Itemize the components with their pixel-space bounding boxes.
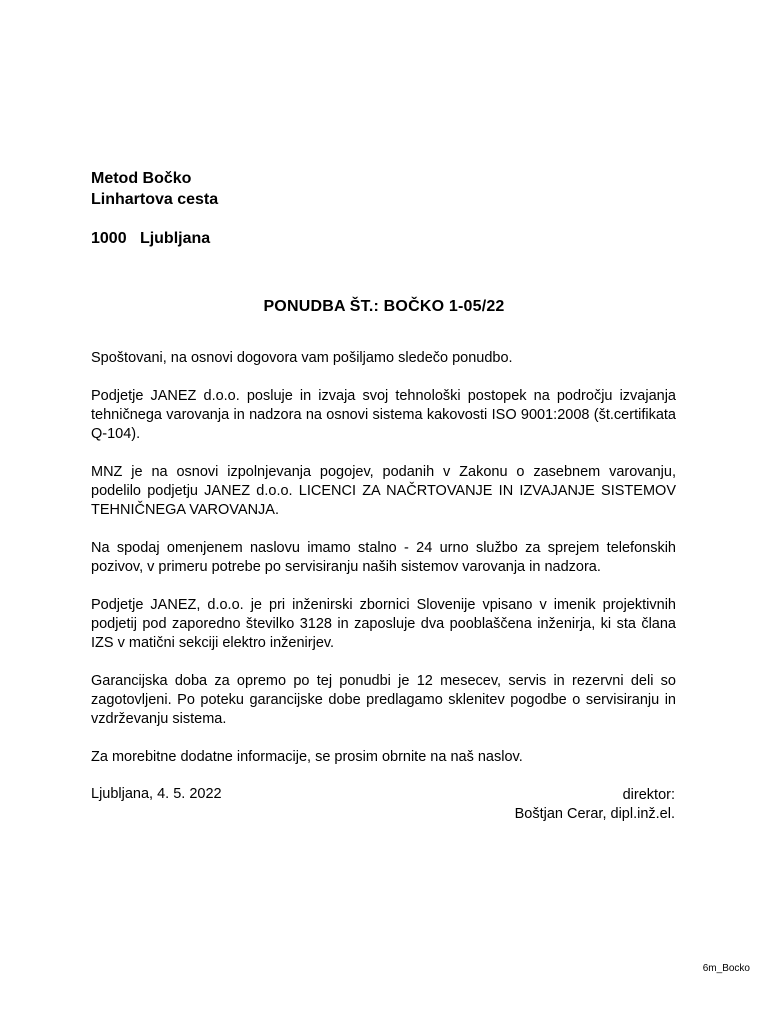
paragraph-greeting: Spoštovani, na osnovi dogovora vam pošiljamo sledečo ponudbo. — [91, 350, 513, 366]
signature-name: Boštjan Cerar, dipl.inž.el. — [514, 806, 675, 822]
paragraph-mnz-license: MNZ je na osnovi izpolnjevanja pogojev, podanih v Zakonu o zasebnem varovanju, podelilo podjetju JANEZ d.o.o. LICENCI ZA NAČRTOVANJE IN IZVAJANJE SISTEMOV TEHNIČNEGA VAROVANJA. — [91, 464, 676, 518]
place-date: Ljubljana, 4. 5. 2022 — [91, 786, 222, 802]
letter-body — [91, 349, 676, 786]
signature-role: direktor: — [622, 787, 675, 803]
paragraph-24h-service: Na spodaj omenjenem naslovu imamo stalno - 24 urno službo za sprejem telefonskih pozivov, v primeru potrebe po servisiranju naših sistemov varovanja in nadzora. — [91, 540, 676, 575]
recipient-city: Ljubljana — [139, 230, 211, 247]
recipient-name: Metod Bočko — [91, 170, 192, 187]
recipient-postal-code: 1000 — [91, 230, 127, 247]
paragraph-company-iso: Podjetje JANEZ d.o.o. posluje in izvaja svoj tehnološki postopek na področju izvajanja tehničnega varovanja in nadzora na osnovi sistema kakovosti ISO 9001:2008 (št.certifikata Q-104). — [91, 388, 676, 442]
paragraph-closing: Za morebitne dodatne informacije, se prosim obrnite na naš naslov. — [91, 749, 523, 765]
recipient-address — [91, 168, 218, 249]
recipient-city-line — [91, 228, 218, 249]
signature-block — [515, 786, 675, 824]
paragraph-izs-registration: Podjetje JANEZ, d.o.o. je pri inženirski zbornici Slovenije vpisano v imenik projektivnih podjetij pod zaporedno številko 3128 in zaposluje dva pooblaščena inženirja, ki sta člana IZS v matični sekciji elektro inženirjev. — [91, 597, 676, 651]
paragraph-warranty: Garancijska doba za opremo po tej ponudbi je 12 mesecev, servis in rezervni deli so zagotovljeni. Po poteku garancijske dobe predlagamo sklenitev pogodbe o servisiranju in vzdrževanju sistema. — [91, 673, 676, 727]
document-code: 6m_Bocko — [702, 963, 750, 974]
address-spacer — [91, 210, 218, 228]
offer-title: PONUDBA ŠT.: BOČKO 1-05/22 — [263, 298, 505, 315]
recipient-street: Linhartova cesta — [91, 191, 219, 208]
